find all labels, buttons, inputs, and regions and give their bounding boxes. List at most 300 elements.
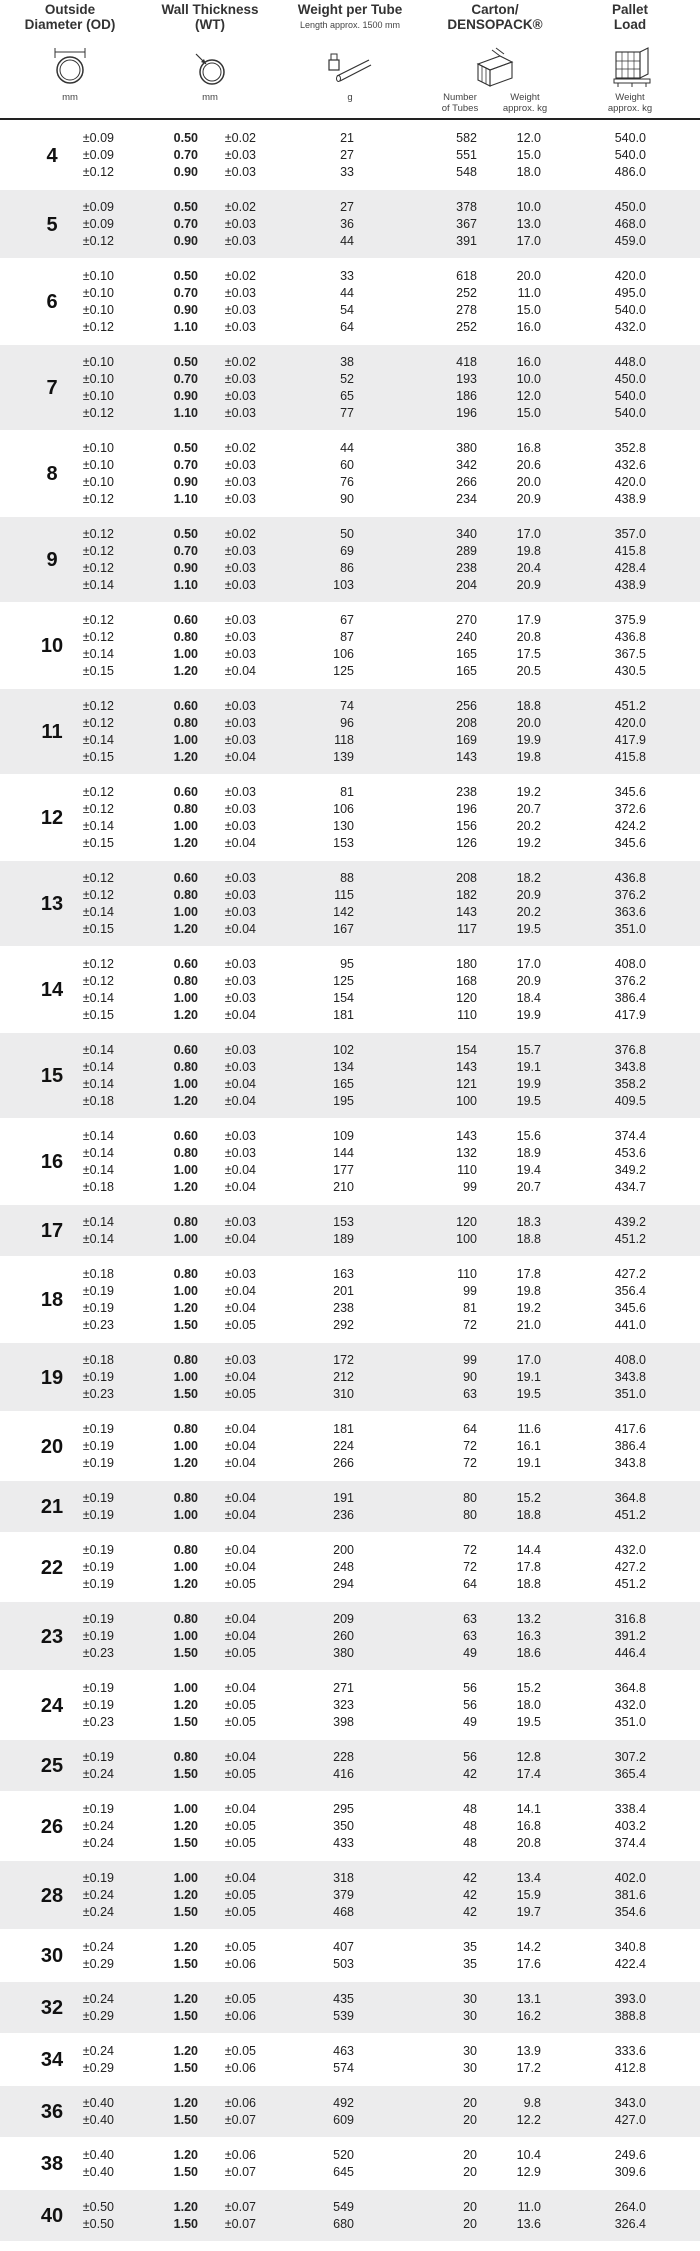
wt-tolerance: ±0.03 bbox=[224, 286, 256, 300]
tube-count: 342 bbox=[456, 458, 477, 472]
carton-weight: 21.0 bbox=[516, 1318, 541, 1332]
od-tolerance: ±0.14 bbox=[82, 1060, 114, 1074]
table-row bbox=[0, 1128, 700, 1144]
tube-weight: 680 bbox=[333, 2217, 354, 2231]
wall-thickness: 0.50 bbox=[173, 131, 198, 145]
carton-weight: 20.5 bbox=[516, 664, 541, 678]
od-tolerance: ±0.19 bbox=[82, 1560, 114, 1574]
carton-weight: 19.9 bbox=[516, 733, 541, 747]
pallet-weight: 427.2 bbox=[614, 1267, 646, 1281]
carton-weight: 20.9 bbox=[516, 888, 541, 902]
tube-count: 270 bbox=[456, 613, 477, 627]
tube-weight: 130 bbox=[333, 819, 354, 833]
tube-weight: 118 bbox=[334, 733, 354, 747]
outside-diameter-value: 38 bbox=[40, 2153, 64, 2175]
table-row bbox=[0, 921, 700, 937]
pallet-weight: 326.4 bbox=[614, 2217, 646, 2231]
table-row bbox=[0, 1076, 700, 1092]
pallet-weight: 349.2 bbox=[614, 1163, 646, 1177]
tube-count: 99 bbox=[463, 1284, 477, 1298]
wt-tolerance: ±0.04 bbox=[224, 1163, 256, 1177]
outside-diameter-value: 34 bbox=[40, 2049, 64, 2071]
table-row bbox=[0, 749, 700, 765]
table-row bbox=[0, 1956, 700, 1972]
table-row bbox=[0, 801, 700, 817]
wt-tolerance: ±0.03 bbox=[224, 578, 256, 592]
od-tolerance: ±0.12 bbox=[82, 544, 114, 558]
table-row bbox=[0, 870, 700, 886]
wall-thickness: 1.20 bbox=[173, 1698, 198, 1712]
tube-weight: 44 bbox=[340, 286, 354, 300]
table-row bbox=[0, 543, 700, 559]
od-tolerance: ±0.19 bbox=[82, 1284, 114, 1298]
outside-diameter-value: 36 bbox=[40, 2101, 64, 2123]
tube-count: 72 bbox=[463, 1560, 477, 1574]
wall-thickness: 1.00 bbox=[173, 1077, 198, 1091]
tube-count: 90 bbox=[463, 1370, 477, 1384]
tube-count: 35 bbox=[463, 1957, 477, 1971]
tube-weight: 27 bbox=[340, 148, 354, 162]
tube-weight: 21 bbox=[340, 131, 354, 145]
tube-weight: 52 bbox=[340, 372, 354, 386]
pallet-weight: 364.8 bbox=[614, 1491, 646, 1505]
tube-count: 391 bbox=[456, 234, 477, 248]
tube-count: 72 bbox=[463, 1543, 477, 1557]
wt-tolerance: ±0.04 bbox=[224, 836, 256, 850]
wt-tolerance: ±0.07 bbox=[224, 2200, 256, 2214]
table-row bbox=[0, 1818, 700, 1834]
table-row bbox=[0, 1042, 700, 1058]
carton-weight: 19.2 bbox=[516, 785, 541, 799]
table-header bbox=[0, 0, 700, 118]
pallet-weight: 354.6 bbox=[614, 1905, 646, 1919]
table-row bbox=[0, 663, 700, 679]
tube-count: 165 bbox=[456, 647, 477, 661]
table-row bbox=[0, 2060, 700, 2076]
carton-weight: 14.1 bbox=[516, 1802, 541, 1816]
tube-weight: 468 bbox=[333, 1905, 354, 1919]
wall-thickness: 1.50 bbox=[173, 1715, 198, 1729]
wall-thickness: 0.50 bbox=[173, 527, 198, 541]
table-row bbox=[0, 560, 700, 576]
pallet-weight: 351.0 bbox=[614, 922, 646, 936]
header-divider bbox=[0, 118, 700, 120]
carton-weight: 18.8 bbox=[516, 699, 541, 713]
wall-thickness: 0.90 bbox=[173, 389, 198, 403]
table-row bbox=[0, 990, 700, 1006]
table-row bbox=[0, 629, 700, 645]
carton-weight: 18.0 bbox=[516, 165, 541, 179]
od-tolerance: ±0.23 bbox=[82, 1318, 114, 1332]
od-group bbox=[0, 2034, 700, 2086]
table-row bbox=[0, 1386, 700, 1402]
od-tolerance: ±0.12 bbox=[82, 957, 114, 971]
table-row bbox=[0, 2112, 700, 2128]
carton-weight: 13.6 bbox=[516, 2217, 541, 2231]
wt-tolerance: ±0.03 bbox=[224, 492, 256, 506]
tube-weight: 60 bbox=[340, 458, 354, 472]
carton-weight: 12.2 bbox=[516, 2113, 541, 2127]
wall-thickness: 1.20 bbox=[173, 2200, 198, 2214]
tube-count: 252 bbox=[456, 286, 477, 300]
carton-weight: 19.5 bbox=[516, 1715, 541, 1729]
carton-weight: 12.8 bbox=[516, 1750, 541, 1764]
outside-diameter-value: 16 bbox=[40, 1151, 64, 1173]
wall-thickness: 0.80 bbox=[173, 1060, 198, 1074]
wt-tolerance: ±0.03 bbox=[224, 217, 256, 231]
pallet-weight: 316.8 bbox=[614, 1612, 646, 1626]
od-group bbox=[0, 1412, 700, 1481]
od-tolerance: ±0.14 bbox=[82, 991, 114, 1005]
tube-count: 208 bbox=[456, 871, 477, 885]
tube-count: 99 bbox=[463, 1180, 477, 1194]
table-row bbox=[0, 818, 700, 834]
table-row bbox=[0, 2043, 700, 2059]
wt-tolerance: ±0.05 bbox=[224, 1698, 256, 1712]
pallet-icon bbox=[608, 46, 654, 90]
wt-tolerance: ±0.03 bbox=[224, 475, 256, 489]
table-row bbox=[0, 1352, 700, 1368]
tube-count: 63 bbox=[463, 1612, 477, 1626]
wall-thickness: 1.00 bbox=[173, 905, 198, 919]
wall-thickness: 0.70 bbox=[173, 544, 198, 558]
tube-count: 367 bbox=[456, 217, 477, 231]
tube-count: 204 bbox=[456, 578, 477, 592]
wt-tolerance: ±0.05 bbox=[224, 1940, 256, 1954]
od-group bbox=[0, 1671, 700, 1740]
od-tolerance: ±0.09 bbox=[82, 217, 114, 231]
tube-weight: 379 bbox=[333, 1888, 354, 1902]
table-row bbox=[0, 130, 700, 146]
tube-weight: 64 bbox=[340, 320, 354, 334]
table-row bbox=[0, 319, 700, 335]
col-wt-title: Wall Thickness (WT) bbox=[161, 2, 259, 32]
wt-tolerance: ±0.03 bbox=[224, 1215, 256, 1229]
carton-weight: 19.2 bbox=[516, 836, 541, 850]
wall-thickness: 1.50 bbox=[173, 1957, 198, 1971]
pallet-weight: 343.0 bbox=[614, 2096, 646, 2110]
tube-weight: 144 bbox=[333, 1146, 354, 1160]
tube-weight: 380 bbox=[333, 1646, 354, 1660]
tube-weight: 96 bbox=[340, 716, 354, 730]
od-tolerance: ±0.23 bbox=[82, 1646, 114, 1660]
wall-thickness: 0.60 bbox=[173, 613, 198, 627]
pallet-weight: 386.4 bbox=[614, 991, 646, 1005]
pallet-weight: 386.4 bbox=[614, 1439, 646, 1453]
table-row bbox=[0, 904, 700, 920]
tube-weight: 90 bbox=[340, 492, 354, 506]
carton-weight: 20.9 bbox=[516, 578, 541, 592]
unit-pallet-weight: Weight approx. kg bbox=[607, 92, 653, 114]
outside-diameter-value: 9 bbox=[46, 549, 58, 571]
carton-weight: 17.4 bbox=[516, 1767, 541, 1781]
wt-tolerance: ±0.02 bbox=[224, 355, 256, 369]
wt-tolerance: ±0.07 bbox=[224, 2217, 256, 2231]
table-row bbox=[0, 405, 700, 421]
tube-count: 64 bbox=[463, 1577, 477, 1591]
od-tolerance: ±0.12 bbox=[82, 785, 114, 799]
wall-thickness: 1.20 bbox=[173, 836, 198, 850]
table-row bbox=[0, 973, 700, 989]
wall-thickness: 0.80 bbox=[173, 1750, 198, 1764]
od-tolerance: ±0.15 bbox=[82, 836, 114, 850]
tube-weight: 181 bbox=[333, 1422, 354, 1436]
od-tolerance: ±0.12 bbox=[82, 234, 114, 248]
pallet-weight: 307.2 bbox=[614, 1750, 646, 1764]
carton-weight: 14.4 bbox=[516, 1543, 541, 1557]
wt-tolerance: ±0.03 bbox=[224, 148, 256, 162]
wt-tolerance: ±0.03 bbox=[224, 544, 256, 558]
tube-weight: 398 bbox=[333, 1715, 354, 1729]
pallet-weight: 264.0 bbox=[614, 2200, 646, 2214]
carton-weight: 12.9 bbox=[516, 2165, 541, 2179]
wall-thickness: 0.70 bbox=[173, 286, 198, 300]
table-row bbox=[0, 612, 700, 628]
tube-count: 168 bbox=[456, 974, 477, 988]
carton-weight: 15.0 bbox=[516, 303, 541, 317]
od-tolerance: ±0.18 bbox=[82, 1267, 114, 1281]
wall-thickness: 0.60 bbox=[173, 1043, 198, 1057]
tube-weight: 195 bbox=[333, 1094, 354, 1108]
carton-weight: 20.4 bbox=[516, 561, 541, 575]
carton-weight: 18.3 bbox=[516, 1215, 541, 1229]
tube-weight: 87 bbox=[340, 630, 354, 644]
carton-weight: 19.9 bbox=[516, 1008, 541, 1022]
tube-count: 72 bbox=[463, 1318, 477, 1332]
table-row bbox=[0, 285, 700, 301]
carton-weight: 19.9 bbox=[516, 1077, 541, 1091]
wall-thickness: 1.20 bbox=[173, 1094, 198, 1108]
tube-weight: 209 bbox=[333, 1612, 354, 1626]
tube-count: 20 bbox=[463, 2096, 477, 2110]
wt-tolerance: ±0.03 bbox=[224, 647, 256, 661]
carton-weight: 16.8 bbox=[516, 441, 541, 455]
tube-count: 256 bbox=[456, 699, 477, 713]
tube-count: 548 bbox=[456, 165, 477, 179]
tube-count: 30 bbox=[463, 2009, 477, 2023]
od-tolerance: ±0.19 bbox=[82, 1370, 114, 1384]
wt-tolerance: ±0.03 bbox=[224, 1267, 256, 1281]
wall-thickness: 1.20 bbox=[173, 1940, 198, 1954]
table-row bbox=[0, 1887, 700, 1903]
wall-thickness: 1.50 bbox=[173, 1767, 198, 1781]
table-row bbox=[0, 233, 700, 249]
pallet-weight: 427.0 bbox=[614, 2113, 646, 2127]
wall-thickness: 1.20 bbox=[173, 1456, 198, 1470]
tube-count: 56 bbox=[463, 1750, 477, 1764]
tube-count: 35 bbox=[463, 1940, 477, 1954]
table-row bbox=[0, 1645, 700, 1661]
tube-weight: 67 bbox=[340, 613, 354, 627]
wall-thickness: 0.80 bbox=[173, 1422, 198, 1436]
pallet-weight: 374.4 bbox=[614, 1129, 646, 1143]
table-row bbox=[0, 1991, 700, 2007]
pallet-weight: 441.0 bbox=[614, 1318, 646, 1332]
wall-thickness: 0.70 bbox=[173, 458, 198, 472]
tube-count: 240 bbox=[456, 630, 477, 644]
tube-weight: 416 bbox=[333, 1767, 354, 1781]
tube-count: 42 bbox=[463, 1905, 477, 1919]
carton-weight: 13.0 bbox=[516, 217, 541, 231]
od-tolerance: ±0.19 bbox=[82, 1802, 114, 1816]
table-row bbox=[0, 2216, 700, 2232]
wall-thickness: 0.60 bbox=[173, 871, 198, 885]
tube-weight: 200 bbox=[333, 1543, 354, 1557]
table-row bbox=[0, 1680, 700, 1696]
wall-thickness: 0.80 bbox=[173, 802, 198, 816]
table-row bbox=[0, 1179, 700, 1195]
od-group bbox=[0, 1257, 700, 1343]
wt-tolerance: ±0.05 bbox=[224, 1767, 256, 1781]
wall-thickness: 1.50 bbox=[173, 2061, 198, 2075]
pallet-weight: 451.2 bbox=[614, 699, 646, 713]
outside-diameter-value: 10 bbox=[40, 635, 64, 657]
tube-weight: 54 bbox=[340, 303, 354, 317]
pallet-weight: 345.6 bbox=[614, 1301, 646, 1315]
unit-tubes: Number of Tubes bbox=[441, 92, 479, 114]
carton-weight: 19.5 bbox=[516, 1094, 541, 1108]
pallet-weight: 428.4 bbox=[614, 561, 646, 575]
wt-tolerance: ±0.03 bbox=[224, 303, 256, 317]
wall-thickness: 1.00 bbox=[173, 1508, 198, 1522]
wall-thickness: 1.50 bbox=[173, 1905, 198, 1919]
pallet-weight: 468.0 bbox=[614, 217, 646, 231]
unit-wt: mm bbox=[202, 92, 218, 103]
pallet-weight: 409.5 bbox=[614, 1094, 646, 1108]
pallet-weight: 453.6 bbox=[614, 1146, 646, 1160]
wall-thickness: 1.20 bbox=[173, 1180, 198, 1194]
table-row bbox=[0, 1214, 700, 1230]
tube-count: 289 bbox=[456, 544, 477, 558]
carton-weight: 13.9 bbox=[516, 2044, 541, 2058]
od-tolerance: ±0.10 bbox=[82, 441, 114, 455]
tube-count: 378 bbox=[456, 200, 477, 214]
tube-count: 30 bbox=[463, 2061, 477, 2075]
wall-thickness: 1.20 bbox=[173, 750, 198, 764]
pallet-weight: 420.0 bbox=[614, 269, 646, 283]
tube-count: 117 bbox=[457, 922, 477, 936]
pallet-weight: 343.8 bbox=[614, 1370, 646, 1384]
tube-count: 618 bbox=[456, 269, 477, 283]
wall-thickness: 1.50 bbox=[173, 2009, 198, 2023]
table-row bbox=[0, 354, 700, 370]
tube-count: 20 bbox=[463, 2113, 477, 2127]
table-row bbox=[0, 1628, 700, 1644]
wt-tolerance: ±0.02 bbox=[224, 131, 256, 145]
wall-thickness: 1.10 bbox=[173, 578, 198, 592]
wt-tolerance: ±0.03 bbox=[224, 613, 256, 627]
wall-thickness: 0.80 bbox=[173, 630, 198, 644]
wt-tolerance: ±0.04 bbox=[224, 1612, 256, 1626]
carton-box-icon bbox=[470, 46, 516, 90]
od-group bbox=[0, 603, 700, 689]
od-tolerance: ±0.12 bbox=[82, 613, 114, 627]
tube-count: 42 bbox=[463, 1767, 477, 1781]
outside-diameter-value: 28 bbox=[40, 1884, 64, 1907]
tube-count: 20 bbox=[463, 2148, 477, 2162]
outside-diameter-value: 21 bbox=[40, 1496, 64, 1518]
pallet-weight: 249.6 bbox=[614, 2148, 646, 2162]
wt-tolerance: ±0.03 bbox=[224, 819, 256, 833]
od-tolerance: ±0.23 bbox=[82, 1715, 114, 1729]
carton-weight: 18.6 bbox=[516, 1646, 541, 1660]
tube-weight: 76 bbox=[340, 475, 354, 489]
wt-tolerance: ±0.04 bbox=[224, 1232, 256, 1246]
od-tolerance: ±0.29 bbox=[82, 2009, 114, 2023]
tube-count: 48 bbox=[463, 1802, 477, 1816]
od-tolerance: ±0.14 bbox=[82, 1146, 114, 1160]
tube-count: 80 bbox=[463, 1508, 477, 1522]
table-row bbox=[0, 1542, 700, 1558]
tube-weight: 27 bbox=[340, 200, 354, 214]
wall-thickness: 0.80 bbox=[173, 974, 198, 988]
tube-count: 99 bbox=[463, 1353, 477, 1367]
od-tolerance: ±0.12 bbox=[82, 716, 114, 730]
od-tolerance: ±0.14 bbox=[82, 1232, 114, 1246]
wall-thickness: 1.50 bbox=[173, 1646, 198, 1660]
carton-weight: 20.2 bbox=[516, 819, 541, 833]
od-group bbox=[0, 1740, 700, 1792]
tube-weight: 103 bbox=[333, 578, 354, 592]
od-group bbox=[0, 190, 700, 259]
wt-tolerance: ±0.04 bbox=[224, 1422, 256, 1436]
wt-tolerance: ±0.05 bbox=[224, 1888, 256, 1902]
carton-weight: 16.2 bbox=[516, 2009, 541, 2023]
pallet-weight: 402.0 bbox=[614, 1871, 646, 1885]
pallet-weight: 351.0 bbox=[614, 1715, 646, 1729]
pallet-weight: 417.6 bbox=[614, 1422, 646, 1436]
tube-weight: 574 bbox=[333, 2061, 354, 2075]
wt-tolerance: ±0.02 bbox=[224, 527, 256, 541]
wall-thickness: 0.70 bbox=[173, 372, 198, 386]
tube-weight: 33 bbox=[340, 165, 354, 179]
od-tolerance: ±0.10 bbox=[82, 389, 114, 403]
tube-weight: 172 bbox=[333, 1353, 354, 1367]
carton-weight: 16.1 bbox=[516, 1439, 541, 1453]
pallet-weight: 422.4 bbox=[614, 1957, 646, 1971]
od-tolerance: ±0.24 bbox=[82, 1905, 114, 1919]
tube-count: 169 bbox=[456, 733, 477, 747]
od-tolerance: ±0.19 bbox=[82, 1301, 114, 1315]
tube-weight: 539 bbox=[333, 2009, 354, 2023]
tube-weight-icon bbox=[328, 46, 372, 90]
unit-carton-weight: Weight approx. kg bbox=[502, 92, 548, 114]
od-group bbox=[0, 1033, 700, 1119]
wt-tolerance: ±0.04 bbox=[224, 1802, 256, 1816]
pallet-weight: 345.6 bbox=[614, 785, 646, 799]
od-tolerance: ±0.14 bbox=[82, 905, 114, 919]
tube-count: 143 bbox=[456, 1129, 477, 1143]
wall-thickness: 1.00 bbox=[173, 733, 198, 747]
tube-weight: 645 bbox=[333, 2165, 354, 2179]
pallet-weight: 446.4 bbox=[614, 1646, 646, 1660]
carton-weight: 19.4 bbox=[516, 1163, 541, 1177]
outside-diameter-value: 25 bbox=[40, 1755, 64, 1777]
pallet-weight: 364.8 bbox=[614, 1681, 646, 1695]
od-tolerance: ±0.24 bbox=[82, 1767, 114, 1781]
wall-thickness: 1.20 bbox=[173, 1577, 198, 1591]
tube-weight: 191 bbox=[333, 1491, 354, 1505]
wt-tolerance: ±0.04 bbox=[224, 1543, 256, 1557]
wall-thickness: 0.60 bbox=[173, 699, 198, 713]
carton-weight: 16.3 bbox=[516, 1629, 541, 1643]
wt-tolerance: ±0.06 bbox=[224, 2009, 256, 2023]
wall-thickness: 1.20 bbox=[173, 1008, 198, 1022]
od-tolerance: ±0.14 bbox=[82, 733, 114, 747]
pallet-weight: 430.5 bbox=[614, 664, 646, 678]
carton-weight: 19.8 bbox=[516, 750, 541, 764]
wt-tolerance: ±0.02 bbox=[224, 441, 256, 455]
